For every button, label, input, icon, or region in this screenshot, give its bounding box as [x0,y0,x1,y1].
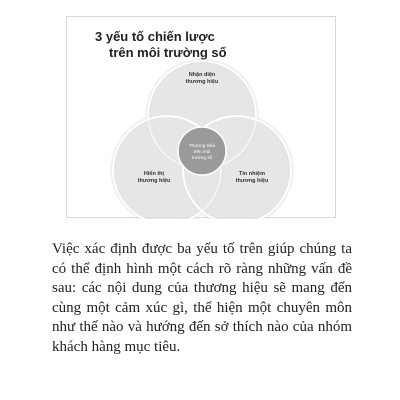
left-circle-label-line2: thương hiệu [137,178,171,184]
right-circle-label-line1: Tín nhiệm [239,171,265,177]
left-circle-label-line1: Hiển thị [143,171,165,177]
right-circle-label-line2: thương hiệu [235,178,269,184]
figure-title-line2: trên môi trường số [109,45,227,60]
venn-diagram [67,17,337,219]
figure-title-line1: 3 yếu tố chiến lược [95,29,215,44]
venn-figure [66,16,336,218]
body-paragraph: Việc xác định được ba yếu tố trên giúp chúng ta có thể định hình một cách rõ ràng những vấn đề sau: các nội dung của thương hiệu sẽ mang đến cùng một cảm xúc gì, thể hiện một chuyên môn như thế nào và hướng đến sở thích nào của nhóm khách hàng mục tiêu. [52,241,352,355]
top-circle-label-line2: thương hiệu [185,79,219,85]
center-label-line3: trường số [191,155,213,160]
center-label-line1: Thương hiệu [188,143,216,148]
top-circle-label-line1: Nhận diện [188,72,216,78]
center-label-line2: trên môi [193,149,211,154]
